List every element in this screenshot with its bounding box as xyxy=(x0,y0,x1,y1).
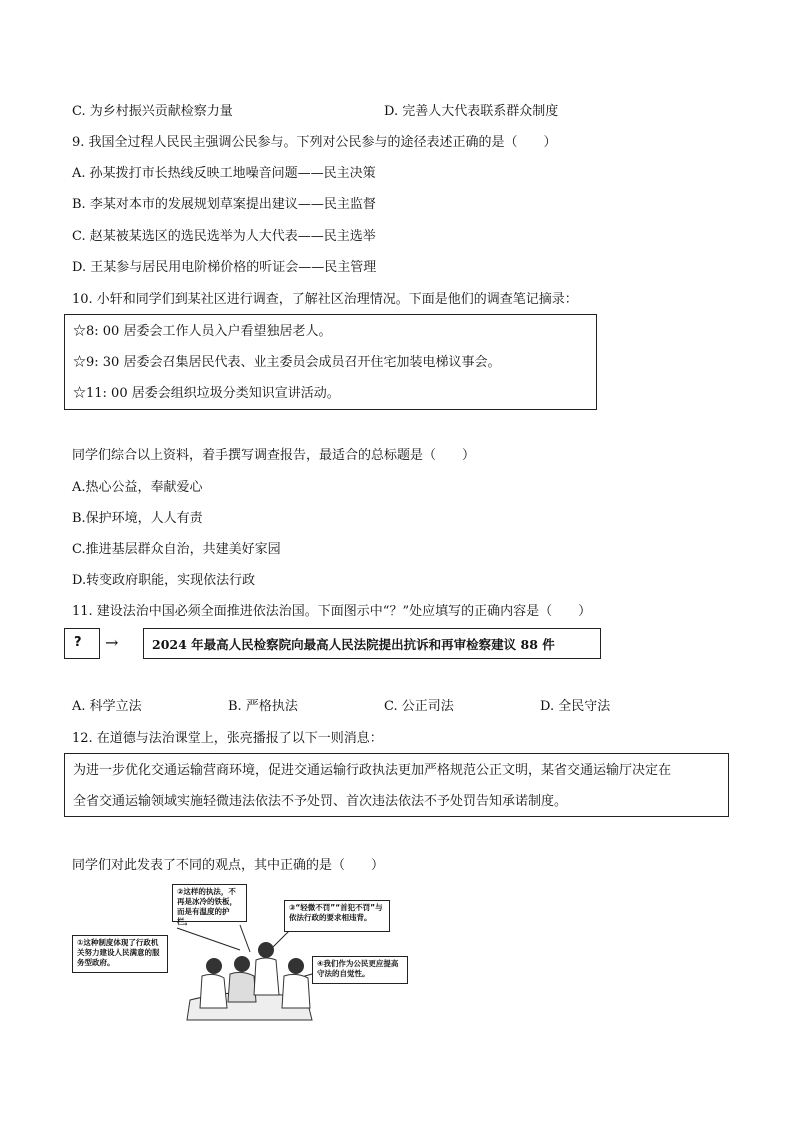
q11-option-b: B. 严格执法 xyxy=(228,699,298,714)
note-line-2: ☆9: 30 居委会召集居民代表、业主委员会成员召开住宅加装电梯议事会。 xyxy=(73,355,501,370)
q10-option-a: A.热心公益，奉献爱心 xyxy=(72,480,203,495)
option-c: C. 为乡村振兴贡献检察力量 xyxy=(72,104,233,119)
q11-question-mark: ? xyxy=(74,635,82,650)
q11-option-c: C. 公正司法 xyxy=(384,699,454,714)
question-10-stem: 同学们综合以上资料，着手撰写调查报告，最适合的总标题是（ ） xyxy=(72,448,476,463)
speech-bubble-4: ④我们作为公民更应提高守法的自觉性。 xyxy=(312,956,408,984)
speech-bubble-3: ③“轻微不罚”“首犯不罚”与依法行政的要求相违背。 xyxy=(284,900,390,932)
arrow-icon: → xyxy=(105,633,119,652)
q9-option-a: A. 孙某拨打市长热线反映工地噪音问题——民主决策 xyxy=(72,166,376,181)
q10-option-c: C.推进基层群众自治，共建美好家园 xyxy=(72,542,281,557)
question-9: 9. 我国全过程人民民主强调公民参与。下列对公民参与的途径表述正确的是（ ） xyxy=(72,135,557,150)
q11-option-a: A. 科学立法 xyxy=(72,699,142,714)
news-line-1: 为进一步优化交通运输营商环境，促进交通运输行政执法更加严格规范公正文明，某省交通运输厅决定在 xyxy=(73,763,672,778)
q9-option-b: B. 李某对本市的发展规划草案提出建议——民主监督 xyxy=(72,197,376,212)
q11-fact-text: 2024 年最高人民检察院向最高人民法院提出抗诉和再审检察建议 88 件 xyxy=(152,637,555,652)
news-line-2: 全省交通运输领域实施轻微违法依法不予处罚、首次违法依法不予处罚告知承诺制度。 xyxy=(73,794,568,809)
question-10: 10. 小轩和同学们到某社区进行调查，了解社区治理情况。下面是他们的调查笔记摘录： xyxy=(72,292,578,307)
note-line-1: ☆8: 00 居委会工作人员入户看望独居老人。 xyxy=(73,324,332,339)
q9-option-d: D. 王某参与居民用电阶梯价格的听证会——民主管理 xyxy=(72,260,377,275)
question-12-stem: 同学们对此发表了不同的观点，其中正确的是（ ） xyxy=(72,858,385,873)
q10-option-b: B.保护环境，人人有责 xyxy=(72,511,203,526)
survey-notes-box xyxy=(64,314,597,410)
question-12: 12. 在道德与法治课堂上，张亮播报了以下一则消息： xyxy=(72,731,383,746)
q11-question-box xyxy=(64,628,100,659)
speech-bubble-1: ①这种制度体现了行政机关努力建设人民满意的服务型政府。 xyxy=(72,935,168,973)
question-11: 11. 建设法治中国必须全面推进依法治国。下面图示中“？”处应填写的正确内容是（ ） xyxy=(72,604,592,619)
q9-option-c: C. 赵某被某选区的选民选举为人大代表——民主选举 xyxy=(72,229,376,244)
news-box xyxy=(64,753,729,817)
note-line-3: ☆11: 00 居委会组织垃圾分类知识宣讲活动。 xyxy=(73,386,340,401)
q10-option-d: D.转变政府职能，实现依法行政 xyxy=(72,573,256,588)
option-d: D. 完善人大代表联系群众制度 xyxy=(384,104,559,119)
speech-bubble-2: ②这样的执法，不再是冰冷的铁板，而是有温度的护栏。 xyxy=(172,884,247,922)
q11-option-d: D. 全民守法 xyxy=(540,699,611,714)
classroom-cartoon xyxy=(72,880,422,1028)
q11-fact-box xyxy=(143,628,601,659)
